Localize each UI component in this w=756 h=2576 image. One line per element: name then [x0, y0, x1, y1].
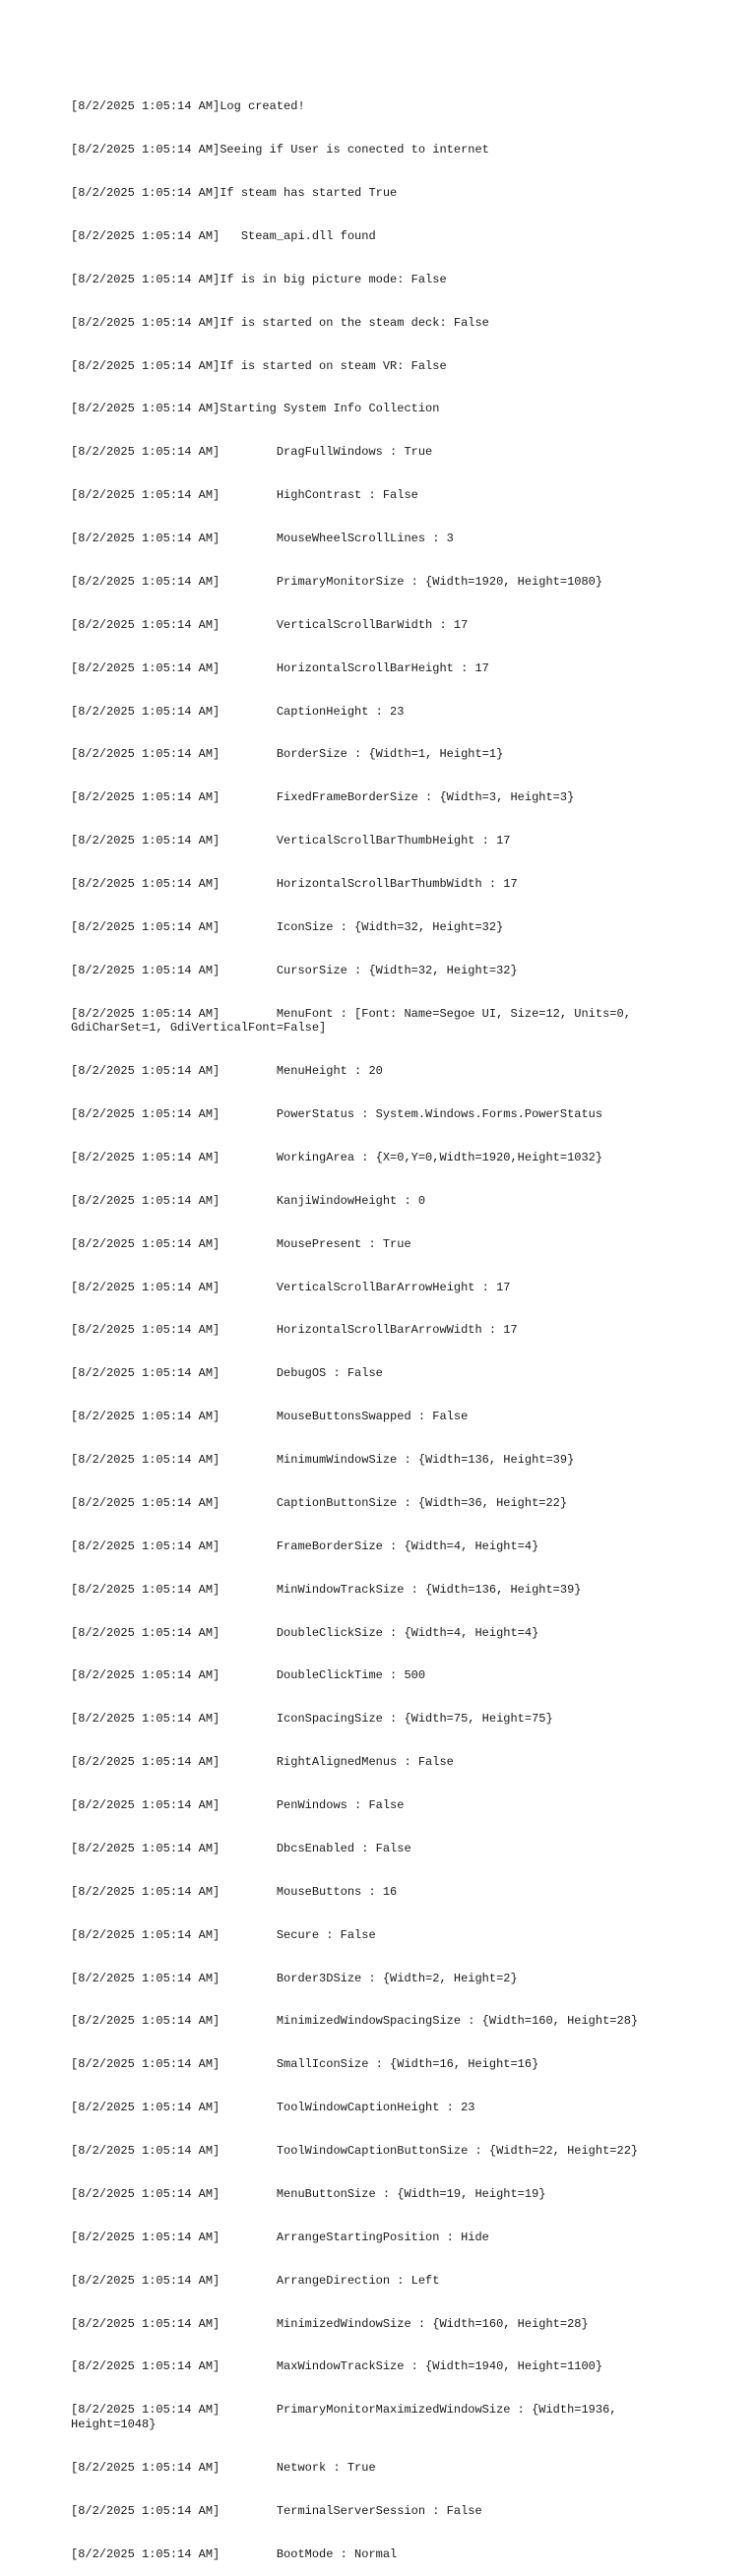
log-line: [8/2/2025 1:05:14 AM] CaptionHeight : 23	[71, 704, 405, 719]
log-line: [8/2/2025 1:05:14 AM] MouseButtons : 16	[71, 1884, 398, 1899]
log-line: [8/2/2025 1:05:14 AM] DoubleClickTime : 500	[71, 1668, 426, 1683]
log-line: [8/2/2025 1:05:14 AM] ArrangeDirection : Left	[71, 2273, 440, 2288]
log-line: [8/2/2025 1:05:14 AM] PrimaryMonitorSize : {Width=1920, Height=1080}	[71, 574, 603, 589]
log-line: [8/2/2025 1:05:14 AM] PenWindows : False	[71, 1798, 405, 1812]
log-line: [8/2/2025 1:05:14 AM] FrameBorderSize : {Width=4, Height=4}	[71, 1539, 539, 1553]
log-line: [8/2/2025 1:05:14 AM] DebugOS : False	[71, 1366, 383, 1381]
log-line: [8/2/2025 1:05:14 AM] MouseButtonsSwapped : False	[71, 1410, 469, 1424]
log-line: [8/2/2025 1:05:14 AM]Starting System Info Collection	[71, 402, 440, 416]
log-line: [8/2/2025 1:05:14 AM] DoubleClickSize : {Width=4, Height=4}	[71, 1625, 539, 1640]
log-line: [8/2/2025 1:05:14 AM] MinimizedWindowSpacingSize : {Width=160, Height=28}	[71, 2014, 639, 2029]
log-line: [8/2/2025 1:05:14 AM] HorizontalScrollBarArrowWidth : 17	[71, 1323, 518, 1338]
log-line: [8/2/2025 1:05:14 AM] MaxWindowTrackSize : {Width=1940, Height=1100}	[71, 2359, 603, 2374]
log-line: [8/2/2025 1:05:14 AM] Border3DSize : {Width=2, Height=2}	[71, 1971, 518, 1985]
log-line: [8/2/2025 1:05:14 AM] HorizontalScrollBarHeight : 17	[71, 660, 489, 675]
log-line: [8/2/2025 1:05:14 AM] DragFullWindows : True	[71, 445, 433, 460]
log-line: [8/2/2025 1:05:14 AM] WorkingArea : {X=0,Y=0,Width=1920,Height=1032}	[71, 1150, 603, 1164]
log-line: [8/2/2025 1:05:14 AM] IconSpacingSize : {Width=75, Height=75}	[71, 1712, 553, 1727]
log-line: [8/2/2025 1:05:14 AM] FixedFrameBorderSize : {Width=3, Height=3}	[71, 790, 575, 805]
log-line: [8/2/2025 1:05:14 AM] MenuFont : [Font: Name=Segoe UI, Size=12, Units=0, GdiCharSet=1, GdiVerticalFont=False]	[71, 1006, 639, 1036]
log-line: [8/2/2025 1:05:14 AM] ToolWindowCaptionButtonSize : {Width=22, Height=22}	[71, 2144, 639, 2158]
log-line: [8/2/2025 1:05:14 AM] MenuHeight : 20	[71, 1064, 383, 1079]
log-line: [8/2/2025 1:05:14 AM] HorizontalScrollBarThumbWidth : 17	[71, 877, 518, 891]
log-line: [8/2/2025 1:05:14 AM]If is in big picture mode: False	[71, 272, 447, 286]
log-line: [8/2/2025 1:05:14 AM] CursorSize : {Width=32, Height=32}	[71, 963, 518, 977]
log-line: [8/2/2025 1:05:14 AM] MousePresent : True	[71, 1236, 411, 1251]
log-line: [8/2/2025 1:05:14 AM] VerticalScrollBarArrowHeight : 17	[71, 1280, 511, 1294]
log-line: [8/2/2025 1:05:14 AM] VerticalScrollBarWidth : 17	[71, 617, 469, 632]
log-document	[71, 71, 701, 2576]
log-line: [8/2/2025 1:05:14 AM] Steam_api.dll found	[71, 228, 376, 243]
log-line: [8/2/2025 1:05:14 AM]Log created!	[71, 99, 305, 114]
log-line: [8/2/2025 1:05:14 AM] MinimizedWindowSize : {Width=160, Height=28}	[71, 2316, 589, 2331]
log-line: [8/2/2025 1:05:14 AM]If is started on steam VR: False	[71, 358, 447, 373]
log-line: [8/2/2025 1:05:14 AM]Seeing if User is conected to internet	[71, 143, 489, 157]
log-line: [8/2/2025 1:05:14 AM]If steam has started True	[71, 186, 398, 200]
log-line: [8/2/2025 1:05:14 AM] MinWindowTrackSize : {Width=136, Height=39}	[71, 1582, 582, 1597]
log-line: [8/2/2025 1:05:14 AM] SmallIconSize : {Width=16, Height=16}	[71, 2057, 539, 2072]
log-line: [8/2/2025 1:05:14 AM] ArrangeStartingPosition : Hide	[71, 2230, 489, 2244]
log-line: [8/2/2025 1:05:14 AM] DbcsEnabled : False	[71, 1841, 411, 1855]
log-line: [8/2/2025 1:05:14 AM] IconSize : {Width=32, Height=32}	[71, 919, 504, 934]
log-line: [8/2/2025 1:05:14 AM] PowerStatus : System.Windows.Forms.PowerStatus	[71, 1107, 603, 1121]
log-line: [8/2/2025 1:05:14 AM] PrimaryMonitorMaximizedWindowSize : {Width=1936, Height=1048}	[71, 2403, 624, 2431]
log-line: [8/2/2025 1:05:14 AM] Secure : False	[71, 1927, 376, 1942]
log-line: [8/2/2025 1:05:14 AM] TerminalServerSession : False	[71, 2503, 482, 2518]
log-line: [8/2/2025 1:05:14 AM] ToolWindowCaptionHeight : 23	[71, 2101, 475, 2115]
log-line: [8/2/2025 1:05:14 AM] CaptionButtonSize : {Width=36, Height=22}	[71, 1495, 568, 1510]
log-line: [8/2/2025 1:05:14 AM] BorderSize : {Width=1, Height=1}	[71, 747, 504, 762]
log-line: [8/2/2025 1:05:14 AM] RightAlignedMenus : False	[71, 1755, 454, 1770]
log-line: [8/2/2025 1:05:14 AM] MouseWheelScrollLines : 3	[71, 532, 454, 545]
log-line: [8/2/2025 1:05:14 AM] VerticalScrollBarThumbHeight : 17	[71, 834, 511, 848]
log-line: [8/2/2025 1:05:14 AM] Network : True	[71, 2460, 376, 2475]
log-line: [8/2/2025 1:05:14 AM] HighContrast : False	[71, 488, 418, 503]
log-line: [8/2/2025 1:05:14 AM] KanjiWindowHeight : 0	[71, 1193, 426, 1208]
log-line: [8/2/2025 1:05:14 AM] MinimumWindowSize : {Width=136, Height=39}	[71, 1453, 575, 1467]
log-line: [8/2/2025 1:05:14 AM] BootMode : Normal	[71, 2546, 398, 2561]
log-line: [8/2/2025 1:05:14 AM] MenuButtonSize : {Width=19, Height=19}	[71, 2186, 546, 2201]
log-line: [8/2/2025 1:05:14 AM]If is started on the steam deck: False	[71, 315, 489, 330]
